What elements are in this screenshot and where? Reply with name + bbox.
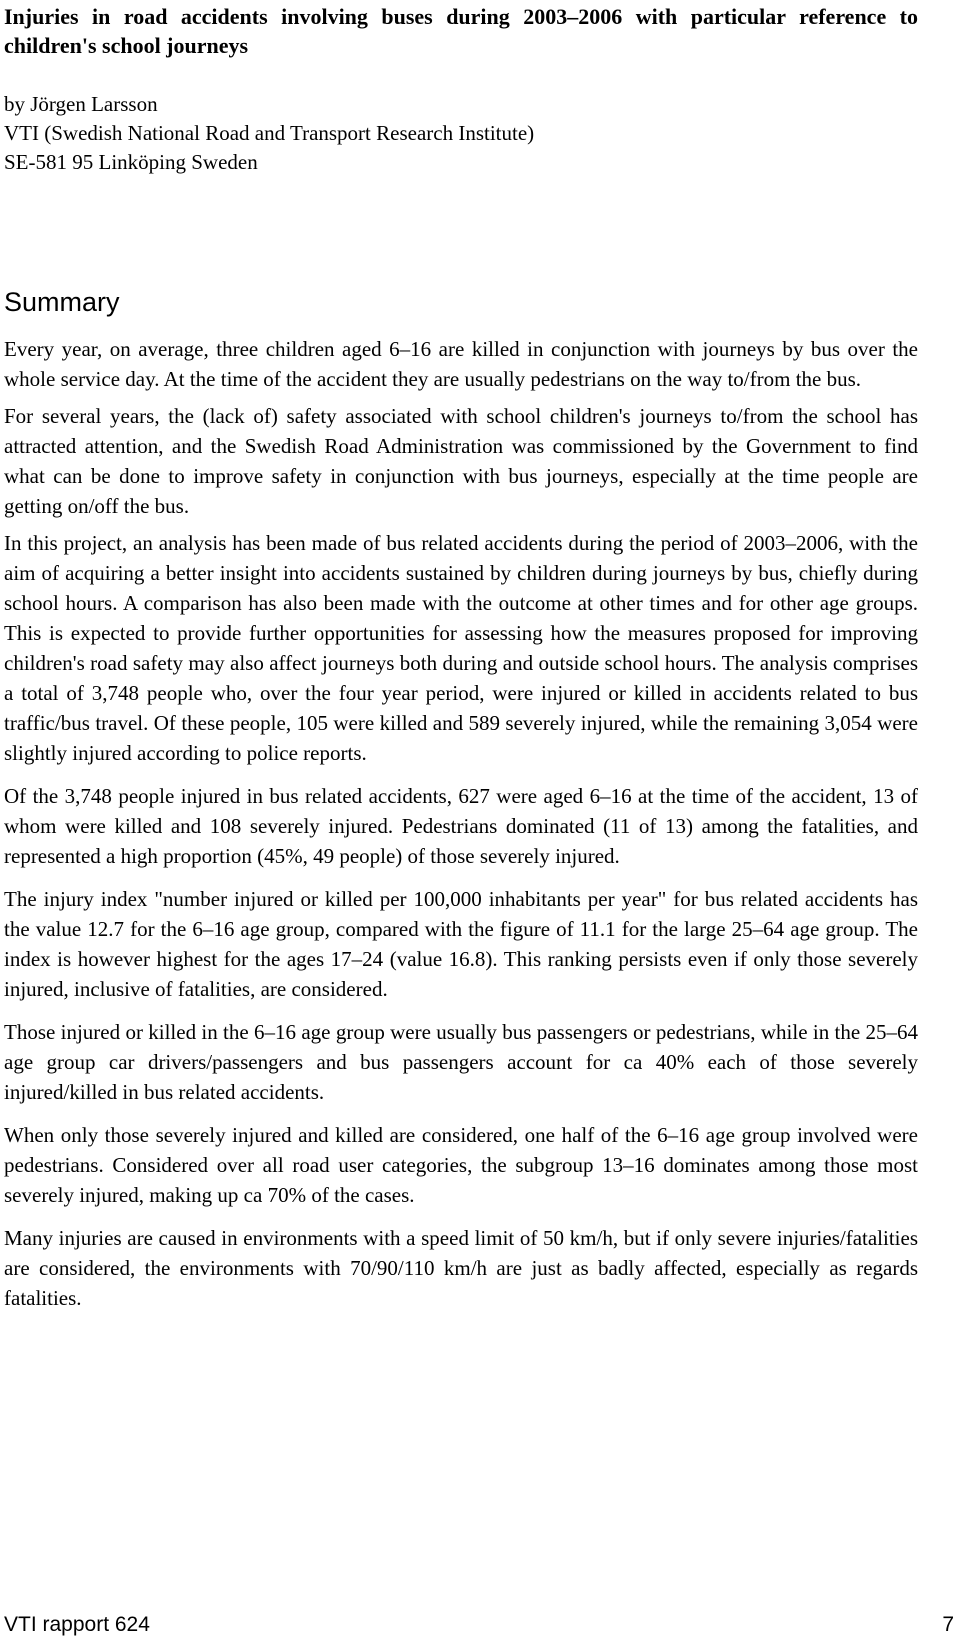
paragraph: Of the 3,748 people injured in bus related accidents, 627 were aged 6–16 at the time of the accident, 13 of whom were killed and 108 severely injured. Pedestrians dominated (11 of 13) among the fatalities, and represented a high proportion (45%, 49 people) of those severely injured. <box>4 784 918 868</box>
paragraph: Many injuries are caused in environments with a speed limit of 50 km/h, but if only severe injuries/fatalities are considered, the environments with 70/90/110 km/h are just as badly affected, especially as regards fatalities. <box>4 1226 918 1310</box>
paragraph: For several years, the (lack of) safety associated with school children's journeys to/from the school has attracted attention, and the Swedish Road Administration was commissioned by the Government to find what can be done to improve safety in conjunction with bus journeys, especially at the time people are getting on/off the bus. <box>4 404 918 518</box>
footer-report-label: VTI rapport 624 <box>4 1613 150 1636</box>
footer-page-number: 7 <box>942 1613 954 1636</box>
document-page <box>4 0 918 1644</box>
paragraph: Every year, on average, three children aged 6–16 are killed in conjunction with journeys by bus over the whole service day. At the time of the accident they are usually pedestrians on the way to/from the bus. <box>4 337 918 391</box>
paragraph: The injury index "number injured or killed per 100,000 inhabitants per year" for bus related accidents has the value 12.7 for the 6–16 age group, compared with the figure of 11.1 for the large 25–64 age group. The index is however highest for the ages 17–24 (value 16.8). This ranking persists even if only those severely injured, inclusive of fatalities, are considered. <box>4 887 918 1001</box>
author-block <box>4 90 918 177</box>
author-line: by Jörgen Larsson <box>4 92 158 116</box>
paragraph: When only those severely injured and killed are considered, one half of the 6–16 age group involved were pedestrians. Considered over all road user categories, the subgroup 13–16 dominates among those most severely injured, making up ca 70% of the cases. <box>4 1123 918 1207</box>
address-line: SE-581 95 Linköping Sweden <box>4 150 258 174</box>
summary-heading: Summary <box>4 287 120 317</box>
document-title: Injuries in road accidents involving buses during 2003–2006 with particular reference to children's school journeys <box>4 4 918 58</box>
paragraph: In this project, an analysis has been made of bus related accidents during the period of 2003–2006, with the aim of acquiring a better insight into accidents sustained by children during journeys by bus, chiefly during school hours. A comparison has also been made with the outcome at other times and for other age groups. This is expected to provide further opportunities for assessing how the measures proposed for improving children's road safety may also affect journeys both during and outside school hours. The analysis comprises a total of 3,748 people who, over the four year period, were injured or killed in accidents related to bus traffic/bus travel. Of these people, 105 were killed and 589 severely injured, while the remaining 3,054 were slightly injured according to police reports. <box>4 531 918 765</box>
paragraph: Those injured or killed in the 6–16 age group were usually bus passengers or pedestrians, while in the 25–64 age group car drivers/passengers and bus passengers account for ca 40% each of those severely injured/killed in bus related accidents. <box>4 1020 918 1104</box>
summary-body <box>4 334 918 1313</box>
institution-line: VTI (Swedish National Road and Transport Research Institute) <box>4 121 535 145</box>
